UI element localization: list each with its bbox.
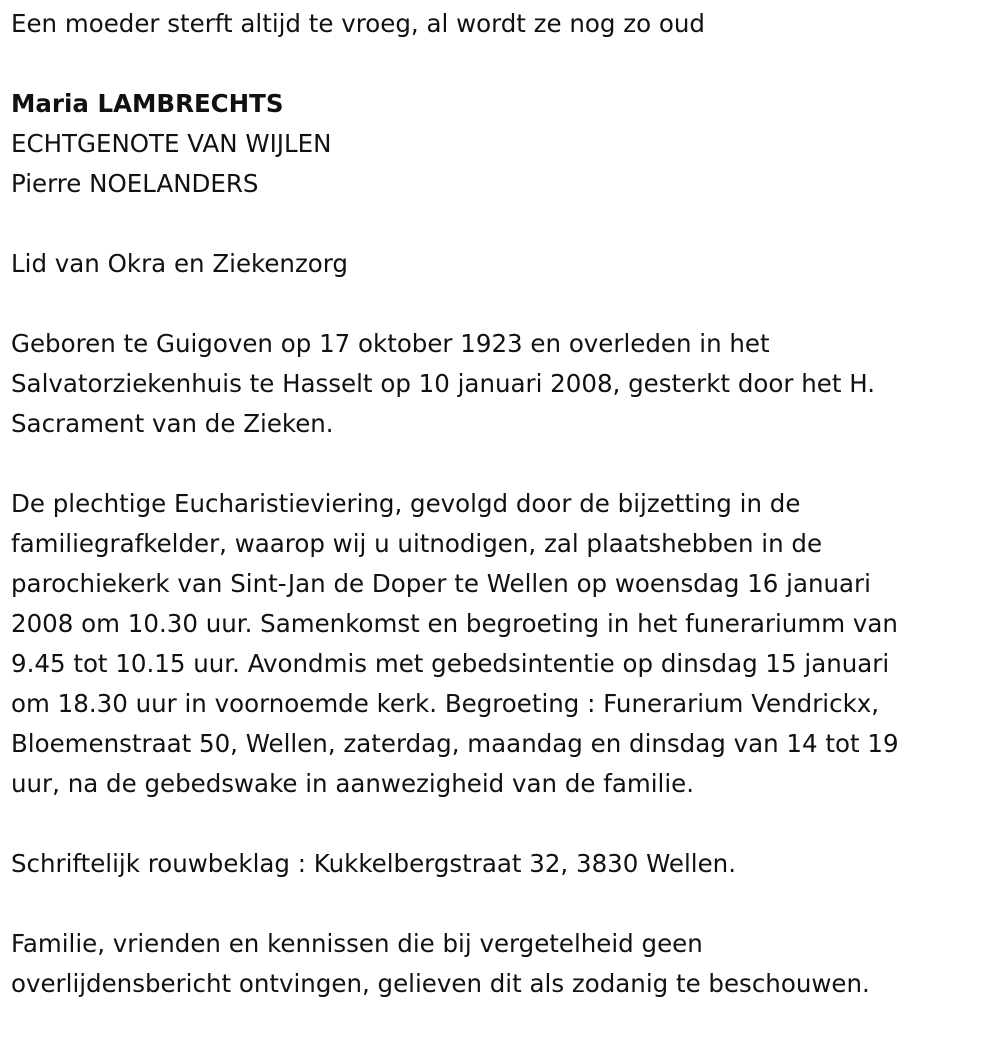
paragraph-line: Geboren te Guigoven op 17 oktober 1923 en overleden in het xyxy=(11,329,770,358)
paragraph-line: familiegrafkelder, waarop wij u uitnodigen, zal plaatshebben in de xyxy=(11,529,823,558)
paragraph-line: Salvatorziekenhuis te Hasselt op 10 januari 2008, gesterkt door het H. xyxy=(11,369,875,398)
condolences-text: Schriftelijk rouwbeklag : Kukkelbergstraat 32, 3830 Wellen. xyxy=(11,849,736,878)
deceased-block xyxy=(11,84,996,204)
obituary-notice xyxy=(11,4,996,1004)
ceremony-paragraph xyxy=(11,484,996,804)
condolences-address xyxy=(11,844,996,884)
birth-death-paragraph xyxy=(11,324,996,444)
membership-text: Lid van Okra en Ziekenzorg xyxy=(11,249,348,278)
closing-paragraph xyxy=(11,924,996,1004)
spouse-name: Pierre NOELANDERS xyxy=(11,169,259,198)
spacer xyxy=(11,204,996,244)
paragraph-line: uur, na de gebedswake in aanwezigheid van de familie. xyxy=(11,769,695,798)
paragraph-line: De plechtige Eucharistieviering, gevolgd door de bijzetting in de xyxy=(11,489,801,518)
spacer xyxy=(11,284,996,324)
spacer xyxy=(11,444,996,484)
paragraph-line: Familie, vrienden en kennissen die bij vergetelheid geen xyxy=(11,929,703,958)
motto-text: Een moeder sterft altijd te vroeg, al wordt ze nog zo oud xyxy=(11,9,705,38)
paragraph-line: 9.45 tot 10.15 uur. Avondmis met gebedsintentie op dinsdag 15 januari xyxy=(11,649,890,678)
paragraph-line: overlijdensbericht ontvingen, gelieven dit als zodanig te beschouwen. xyxy=(11,969,870,998)
deceased-name: Maria LAMBRECHTS xyxy=(11,89,284,118)
paragraph-line: parochiekerk van Sint-Jan de Doper te Wellen op woensdag 16 januari xyxy=(11,569,871,598)
spacer xyxy=(11,44,996,84)
paragraph-line: Sacrament van de Zieken. xyxy=(11,409,334,438)
motto xyxy=(11,4,996,44)
paragraph-line: om 18.30 uur in voornoemde kerk. Begroeting : Funerarium Vendrickx, xyxy=(11,689,880,718)
spouse-prefix: ECHTGENOTE VAN WIJLEN xyxy=(11,129,332,158)
paragraph-line: 2008 om 10.30 uur. Samenkomst en begroeting in het funerariumm van xyxy=(11,609,898,638)
spacer xyxy=(11,884,996,924)
membership xyxy=(11,244,996,284)
spacer xyxy=(11,804,996,844)
paragraph-line: Bloemenstraat 50, Wellen, zaterdag, maandag en dinsdag van 14 tot 19 xyxy=(11,729,899,758)
